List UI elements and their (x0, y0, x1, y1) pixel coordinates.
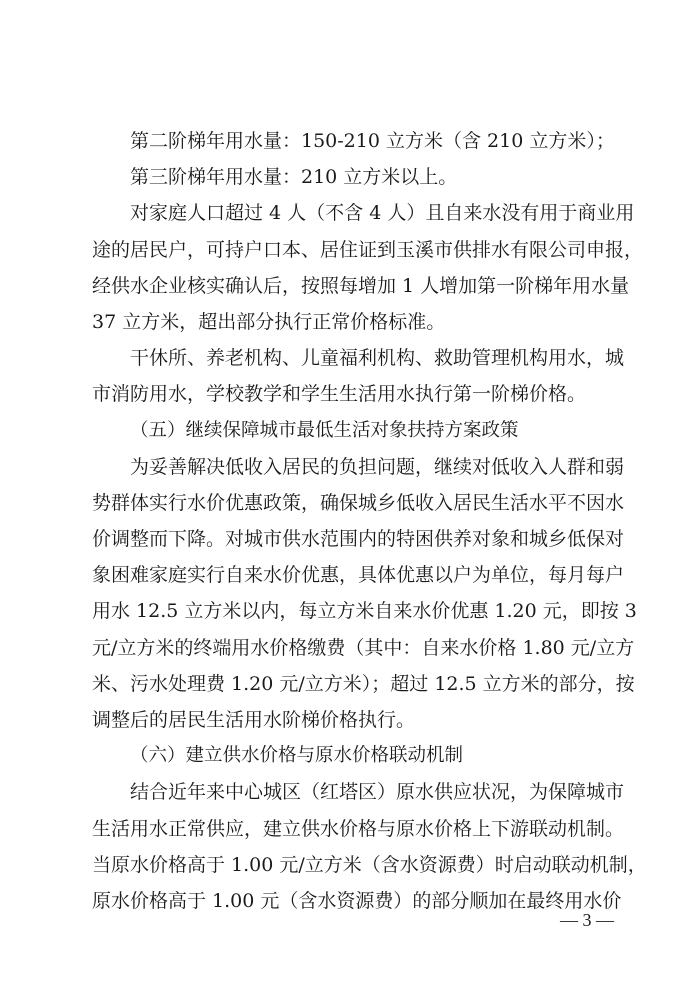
paragraph-line: 为妥善解决低收入居民的负担问题，继续对低收入人群和弱 (130, 455, 625, 478)
document-body (92, 123, 647, 919)
section-heading: （六）建立供水价格与原水价格联动机制 (130, 745, 464, 767)
paragraph-line: 第二阶梯年用水量：150-210 立方米（含 210 立方米）； (130, 130, 615, 152)
paragraph-line: 37 立方米，超出部分执行正常价格标准。 (92, 310, 446, 333)
paragraph-line: 米、污水处理费 1.20 元/立方米）；超过 12.5 立方米的部分，按 (92, 672, 635, 695)
paragraph-line: 干休所、养老机构、儿童福利机构、救助管理机构用水，城 (130, 347, 625, 370)
paragraph-line: 调整后的居民生活用水阶梯价格执行。 (92, 709, 416, 731)
paragraph-line: 势群体实行水价优惠政策，确保城乡低收入居民生活水平不因水 (92, 491, 625, 514)
paragraph-line: 生活用水正常供应，建立供水价格与原水价格上下游联动机制。 (92, 817, 625, 840)
paragraph-line: 经供水企业核实确认后，按照每增加 1 人增加第一阶梯年用水量 (92, 274, 630, 297)
paragraph-line: 对家庭人口超过 4 人（不含 4 人）且自来水没有用于商业用 (130, 202, 635, 225)
paragraph-line: 结合近年来中心城区（红塔区）原水供应状况，为保障城市 (130, 781, 625, 804)
paragraph-line: 价调整而下降。对城市供水范围内的特困供养对象和城乡低保对 (92, 528, 625, 551)
paragraph-line: 当原水价格高于 1.00 元/立方米（含水资源费）时启动联动机制， (92, 853, 647, 876)
section-heading: （五）继续保障城市最低生活对象扶持方案政策 (130, 419, 519, 441)
paragraph-line: 原水价格高于 1.00 元（含水资源费）的部分顺加在最终用水价 (92, 889, 622, 912)
paragraph-line: 途的居民户，可持户口本、居住证到玉溪市供排水有限公司申报， (92, 238, 644, 261)
paragraph-line: 象困难家庭实行自来水价优惠，具体优惠以户为单位，每月每户 (92, 564, 625, 587)
paragraph-line: 市消防用水，学校教学和学生生活用水执行第一阶梯价格。 (92, 383, 587, 406)
page-number: — 3 — (560, 910, 614, 930)
paragraph-line: 第三阶梯年用水量：210 立方米以上。 (130, 166, 458, 189)
paragraph-line: 元/立方米的终端用水价格缴费（其中：自来水价格 1.80 元/立方 (92, 636, 635, 659)
paragraph-line: 用水 12.5 立方米以内，每立方米自来水价优惠 1.20 元，即按 3 (92, 600, 637, 623)
